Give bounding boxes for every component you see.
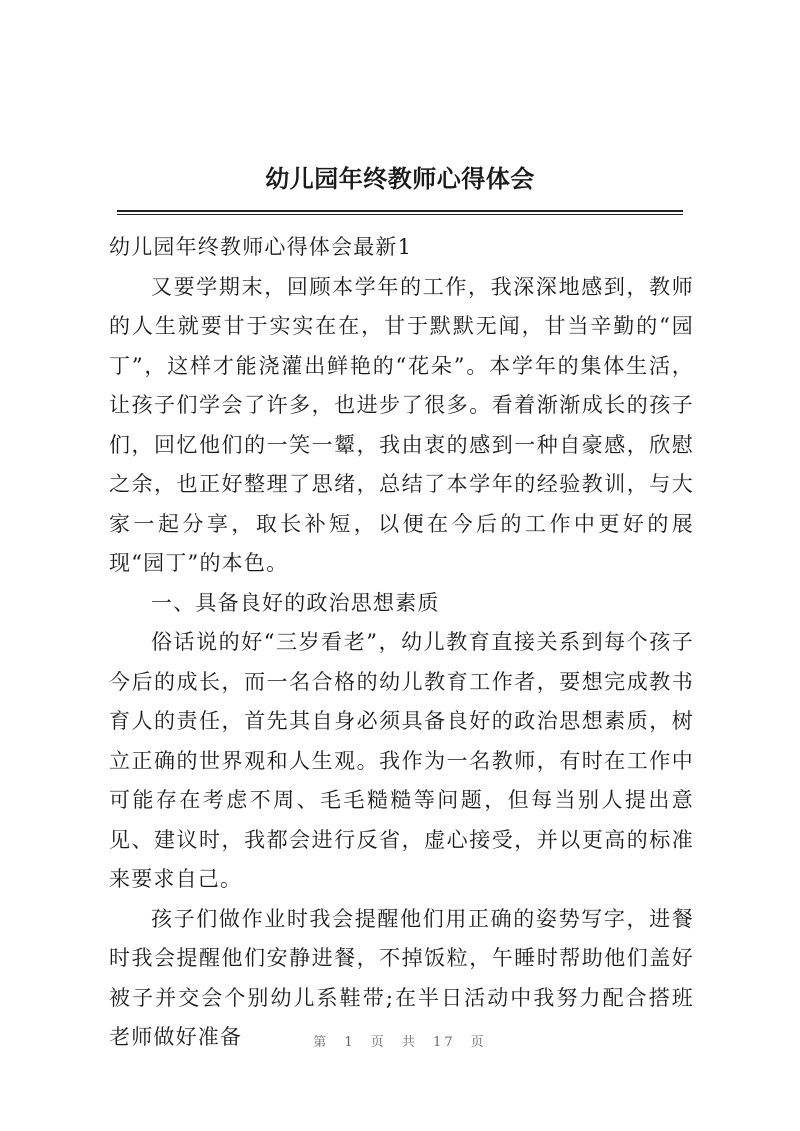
paragraph-intro: 又要学期末，回顾本学年的工作，我深深地感到，教师的人生就要甘于实实在在，甘于默默无闻，甘当辛勤的“园丁”，这样才能浇灌出鲜艳的“花朵”。本学年的集体生活，让孩子们学会了许多，也进步了很多。看着渐渐成长的孩子们，回忆他们的一笑一颦，我由衷的感到一种自豪感，欣慰之余，也正好整理了思绪，总结了本学年的经验教训，与大家一起分享，取长补短，以便在今后的工作中更好的展现“园丁”的本色。 xyxy=(109,274,694,575)
document-subtitle: 幼儿园年终教师心得体会最新1 xyxy=(109,235,413,259)
title-divider-thin xyxy=(117,214,683,215)
document-title: 幼儿园年终教师心得体会 xyxy=(265,164,535,193)
title-divider-thick xyxy=(117,210,683,212)
page-number-footer: 第 1 页 共 17 页 xyxy=(313,1035,487,1050)
paragraph-section-1: 俗话说的好“三岁看老”，幼儿教育直接关系到每个孩子今后的成长，而一名合格的幼儿教育工作者，要想完成教书育人的责任，首先其自身必须具备良好的政治思想素质，树立正确的世界观和人生观。我作为一名教师，有时在工作中可能存在考虑不周、毛毛糙糙等问题，但每当别人提出意见、建议时，我都会进行反省，虚心接受，并以更高的标准来要求自己。 xyxy=(109,630,694,891)
section-heading: 一、具备良好的政治思想素质 xyxy=(151,590,440,615)
document-body xyxy=(109,228,694,1058)
paragraph-section-2: 孩子们做作业时我会提醒他们用正确的姿势写字，进餐时我会提醒他们安静进餐，不掉饭粒，午睡时帮助他们盖好被子并交会个别幼儿系鞋带;在半日活动中我努力配合搭班老师做好准备 xyxy=(109,906,694,1049)
